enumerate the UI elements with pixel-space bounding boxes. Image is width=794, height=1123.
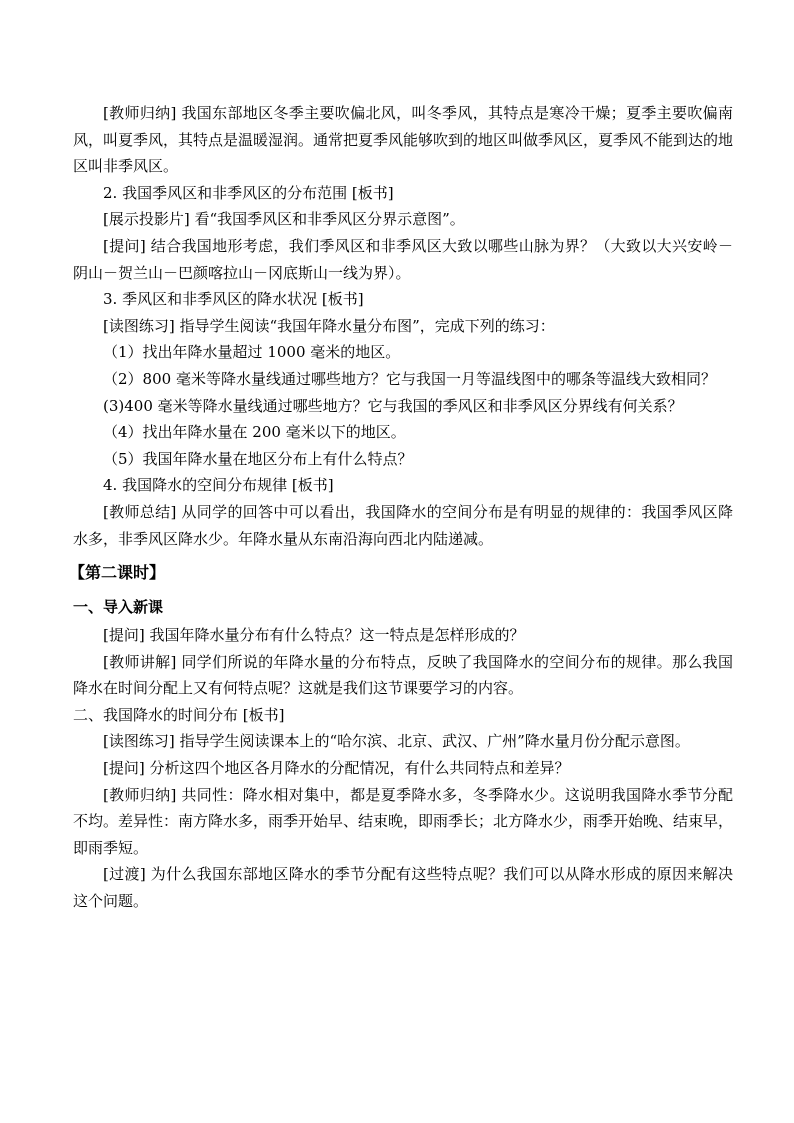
teacher-summary-paragraph: [教师归纳] 我国东部地区冬季主要吹偏北风，叫冬季风，其特点是寒冷干燥；夏季主要吹偏南风，叫夏季风，其特点是温暖湿润。通常把夏季风能够吹到的地区叫做季风区，夏季风不能到达的地区叫非季风区。 [73, 104, 734, 176]
map-reading-exercise: [读图练习] 指导学生阅读“我国年降水量分布图”，完成下列的练习： [103, 316, 555, 335]
teacher-explanation: [教师讲解] 同学们所说的年降水量的分布特点，反映了我国降水的空间分布的规律。那么我国降水在时间分配上又有何特点呢？这就是我们这节课要学习的内容。 [73, 652, 733, 698]
item-4-heading: 4. 我国降水的空间分布规律 [板书] [103, 476, 334, 495]
exercise-question-4: （4）找出年降水量在 200 毫米以下的地区。 [103, 423, 406, 442]
seasonal-distribution-summary: [教师归纳] 共同性：降水相对集中，都是夏季降水多，冬季降水少。这说明我国降水季节分配不均。差异性：南方降水多，雨季开始早、结束晚，即雨季长；北方降水少，雨季开始晚、结束早，即雨季短。 [73, 785, 734, 857]
exercise-question-5: （5）我国年降水量在地区分布上有什么特点？ [103, 449, 413, 468]
monthly-rainfall-exercise: [读图练习] 指导学生阅读课本上的“哈尔滨、北京、武汉、广州”降水量月份分配示意图。 [103, 732, 690, 751]
intro-question: [提问] 我国年降水量分布有什么特点？这一特点是怎样形成的？ [103, 626, 525, 645]
transition-paragraph: [过渡] 为什么我国东部地区降水的季节分配有这些特点呢？我们可以从降水形成的原因来解决这个问题。 [73, 865, 733, 911]
item-3-heading: 3. 季风区和非季风区的降水状况 [板书] [103, 290, 364, 309]
document-page [69, 100, 734, 915]
section-2-heading: 二、我国降水的时间分布 [板书] [73, 705, 285, 724]
lesson-2-heading: 【第二课时】 [69, 563, 166, 583]
mountain-boundary-question: [提问] 结合我国地形考虑，我们季风区和非季风区大致以哪些山脉为界？（大致以大兴安岭－阴山－贺兰山－巴颜喀拉山－冈底斯山一线为界）。 [73, 236, 733, 282]
exercise-question-2: （2）800 毫米等降水量线通过哪些地方？它与我国一月等温线图中的哪条等温线大致相同？ [103, 369, 716, 388]
spatial-distribution-summary: [教师总结] 从同学的回答中可以看出，我国降水的空间分布是有明显的规律的：我国季风区降水多，非季风区降水少。年降水量从东南沿海向西北内陆递减。 [73, 502, 733, 548]
comparison-question: [提问] 分析这四个地区各月降水的分配情况，有什么共同特点和差异？ [103, 759, 570, 778]
item-2-heading: 2. 我国季风区和非季风区的分布范围 [板书] [103, 183, 394, 202]
exercise-question-1: （1）找出年降水量超过 1000 毫米的地区。 [103, 343, 401, 362]
exercise-question-3: (3)400 毫米等降水量线通过哪些地方？它与我国的季风区和非季风区分界线有何关系？ [103, 396, 683, 415]
section-1-heading: 一、导入新课 [73, 598, 164, 617]
projection-instruction: [展示投影片] 看“我国季风区和非季风区分界示意图”。 [103, 210, 465, 229]
